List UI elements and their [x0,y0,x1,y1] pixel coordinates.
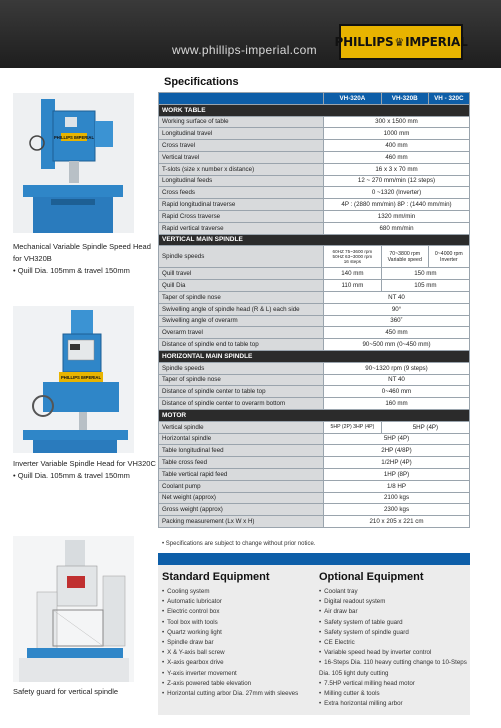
spec-label: Longitudinal travel [159,128,324,140]
spec-label: Working surface of table [159,116,324,128]
spec-label: Vertical spindle [159,421,324,433]
website-url[interactable]: www.phillips-imperial.com [172,43,317,57]
spec-value: 110 mm [324,280,382,292]
spec-value: 360˚ [324,315,470,327]
section-vertical-spindle [159,234,470,246]
spec-value: 1/8 HP [324,480,470,492]
model-vh320a: VH-320A [324,93,382,105]
list-item: • Coolant tray [319,587,469,597]
spec-value: 150 mm [381,268,469,280]
spec-row [159,291,470,303]
specifications-title: Specifications [164,76,239,88]
spec-label: Longitudinal feeds [159,175,324,187]
caption-inverter-head: Inverter Variable Spindle Head for VH320C • Quill Dia. 105mm & travel 150mm [13,459,156,480]
spec-value: 460 mm [324,151,470,163]
spec-row [159,492,470,504]
spec-row [159,421,470,433]
list-item: • Digital readout system [319,597,469,607]
spec-value: 400 mm [324,140,470,152]
spec-label: Swivelling angle of overarm [159,315,324,327]
list-item: • Spindle draw bar [162,638,312,648]
logo-word-left: PHILLIPS [334,35,394,49]
spec-value: 60HZ 75~3600 rpm 50HZ 63~3000 rpm 16 steps [324,246,382,268]
spec-row [159,280,470,292]
spec-label: Table longitudinal feed [159,445,324,457]
spec-label: Rapid longitudinal traverse [159,199,324,211]
section-motor [159,409,470,421]
spec-label: Distance of spindle end to table top [159,339,324,351]
spec-value: 2100 kgs [324,492,470,504]
machine-badge-1: PHILLIPS IMPERIAL [53,135,95,140]
crest-icon: ♛ [394,36,405,49]
optional-equipment-list [319,587,469,709]
spec-value: 2HP (4/8P) [324,445,470,457]
section-title: VERTICAL MAIN SPINDLE [159,234,470,246]
caption-mechanical-head: Mechanical Variable Spindle Speed Head for VH320B • Quill Dia. 105mm & travel 150mm [13,242,151,275]
spec-row [159,327,470,339]
spec-label: Swivelling angle of spindle head (R & L) each side [159,303,324,315]
list-item: • Y-axis inverter movement [162,669,312,679]
spec-row [159,398,470,410]
list-item: • Safety system of spindle guard [319,628,469,638]
machine-badge-2: PHILLIPS IMPERIAL [60,375,102,380]
spec-label: Spindle speeds [159,362,324,374]
spec-row [159,140,470,152]
spec-row [159,128,470,140]
list-item: • Tool box with tools [162,618,312,628]
section-title: MOTOR [159,409,470,421]
spec-row [159,187,470,199]
spec-row [159,362,470,374]
spec-label: Gross weight (approx) [159,504,324,516]
milling-machine-image-3 [13,536,134,682]
spec-row [159,163,470,175]
spec-value: 450 mm [324,327,470,339]
list-item: • CE Electric [319,638,469,648]
spec-label: Coolant pump [159,480,324,492]
spec-value: 210 x 205 x 221 cm [324,516,470,528]
list-item: • Automatic lubricator [162,597,312,607]
spec-row [159,315,470,327]
spec-value: 5HP (2P) 3HP (4P) [324,421,382,433]
list-item: • X & Y-axis ball screw [162,648,312,658]
spec-row [159,504,470,516]
spec-row [159,151,470,163]
milling-machine-image-2 [13,306,134,453]
spec-value: 680 mm/min [324,222,470,234]
spec-label: Cross travel [159,140,324,152]
spec-value: NT 40 [324,291,470,303]
spec-value: 70~3800 rpm Variable speed [381,246,428,268]
spec-value: 300 x 1500 mm [324,116,470,128]
spec-value: 0 ~1320 (Inverter) [324,187,470,199]
spec-label: Spindle speeds [159,246,324,268]
list-item: • 7.5HP vertical milling head motor [319,679,469,689]
spec-row [159,386,470,398]
spec-value: 0~4000 rpm Inverter [428,246,469,268]
spec-label: Vertical travel [159,151,324,163]
list-item: • Variable speed head by inverter control [319,648,469,658]
spec-label: Cross feeds [159,187,324,199]
list-item: • Cooling system [162,587,312,597]
spec-row [159,222,470,234]
spec-label: Net weight (approx) [159,492,324,504]
list-item: • Extra horizontal milling arbor [319,699,469,709]
spec-row [159,175,470,187]
spec-row [159,480,470,492]
spec-row [159,445,470,457]
spec-row [159,374,470,386]
spec-value: 105 mm [381,280,469,292]
header-spacer [159,93,324,105]
model-vh320c: VH - 320C [428,93,469,105]
spec-value: 5HP (4P) [324,433,470,445]
standard-equipment-title: Standard Equipment [162,571,270,583]
spec-label: Table cross feed [159,457,324,469]
spec-label: Overarm travel [159,327,324,339]
spec-value: 1320 mm/min [324,210,470,222]
spec-value: 12 ~ 270 mm/min (12 steps) [324,175,470,187]
spec-label: Table vertical rapid feed [159,468,324,480]
list-item: • Horizontal cutting arbor Dia. 27mm with sleeves [162,689,312,699]
section-title: HORIZONTAL MAIN SPINDLE [159,350,470,362]
list-item: • X-axis gearbox drive [162,658,312,668]
spec-row [159,116,470,128]
spec-value: 1HP (8P) [324,468,470,480]
spec-value: NT 40 [324,374,470,386]
spec-value: 16 x 3 x 70 mm [324,163,470,175]
photo-safety-guard [13,536,134,682]
list-item: • Air draw bar [319,607,469,617]
section-title: WORK TABLE [159,104,470,116]
spec-value: 5HP (4P) [381,421,469,433]
logo-text [335,35,468,49]
spec-row [159,468,470,480]
list-item: • Z-axis powered table elevation [162,679,312,689]
spec-note: • Specifications are subject to change without prior notice. [162,541,316,547]
spec-row [159,339,470,351]
spec-row [159,199,470,211]
list-item: • 16-Steps Dia. 110 heavy cutting change to 10-Steps Dia. 105 light duty cutting [319,658,469,678]
spec-row [159,210,470,222]
spec-label: Taper of spindle nose [159,291,324,303]
logo-word-right: IMPERIAL [405,35,468,49]
optional-equipment-title: Optional Equipment [319,571,424,583]
spec-value: 90~500 mm (0~450 mm) [324,339,470,351]
spec-label: Distance of spindle center to table top [159,386,324,398]
spec-row [159,516,470,528]
spec-value: 1/2HP (4P) [324,457,470,469]
equipment-divider-band [158,553,470,565]
caption-safety-guard: Safety guard for vertical spindle [13,687,119,696]
spec-label: Rapid Cross traverse [159,210,324,222]
list-item: • Electric control box [162,607,312,617]
photo-mechanical-head [13,93,134,233]
section-horizontal-spindle [159,350,470,362]
brand-logo [334,24,468,60]
spec-row [159,457,470,469]
spec-value: 4P : (2880 mm/min) 8P : (1440 mm/min) [324,199,470,211]
standard-equipment-list [162,587,312,699]
spec-label: Distance of spindle center to overarm bottom [159,398,324,410]
list-item: • Safety system of table guard [319,618,469,628]
spec-row [159,433,470,445]
header-band [0,0,501,68]
section-work-table [159,104,470,116]
spec-label: T-slots (size x number x distance) [159,163,324,175]
spec-value: 90~1320 rpm (9 steps) [324,362,470,374]
spec-value: 1000 mm [324,128,470,140]
list-item: • Milling cutter & tools [319,689,469,699]
spec-label: Quill Dia [159,280,324,292]
list-item: • Quartz working light [162,628,312,638]
spec-value: 160 mm [324,398,470,410]
spec-value: 90° [324,303,470,315]
model-vh320b: VH-320B [381,93,428,105]
spec-row [159,303,470,315]
spec-label: Quill travel [159,268,324,280]
specifications-table [158,92,470,528]
spec-value: 2300 kgs [324,504,470,516]
spec-row [159,268,470,280]
photo-inverter-head [13,306,134,453]
spec-value: 140 mm [324,268,382,280]
spec-label: Horizontal spindle [159,433,324,445]
milling-machine-image-1 [13,93,134,233]
spec-row [159,246,470,268]
model-header-row [159,93,470,105]
spec-value: 0~460 mm [324,386,470,398]
spec-label: Taper of spindle nose [159,374,324,386]
spec-label: Rapid vertical traverse [159,222,324,234]
spec-label: Packing measurement (Lx W x H) [159,516,324,528]
